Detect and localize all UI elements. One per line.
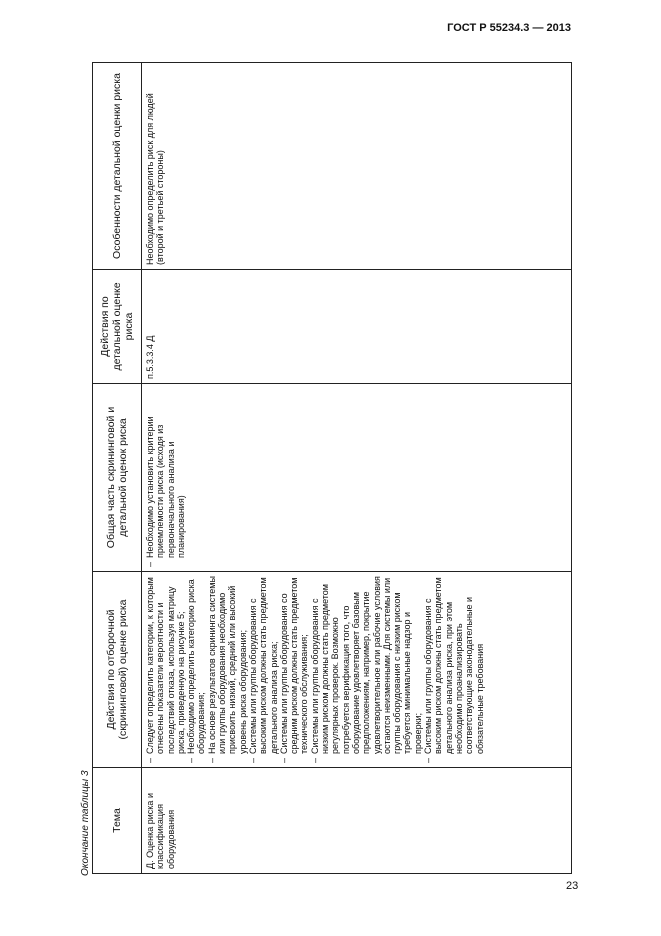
column-features xyxy=(93,63,571,269)
column-common xyxy=(93,383,571,571)
list-item: – Системы или группы оборудования с высоким риском должны стать предметом детального анализа риска, при этом необходимо проанализировать соответствующие законодательные и обязательные требования xyxy=(423,576,485,763)
cell-detailed xyxy=(142,270,158,383)
list-item: – Необходимо установить критерии приемлемости риска (исходя из первоначального анализа и планирования) xyxy=(145,388,186,567)
document-code: ГОСТ Р 55234.3 — 2013 xyxy=(447,22,571,34)
column-detailed xyxy=(93,269,571,383)
topic-text: Д. Оценка риска и классификация оборудования xyxy=(145,793,176,869)
table xyxy=(92,62,572,874)
list-item: – Системы или группы оборудования с низким риском должны стать предметом регулярных проверок. Возможно потребуется верификация того, что оборудование удовлетворяет базовым предположениям, например, покрытие удовлетворительное или рабочие условия остаются неизменными. Для системы или группы оборудования с низким риском требуется минимальные надзор и проверки; xyxy=(310,576,423,763)
cell-features xyxy=(142,63,169,269)
list-item: – На основе результатов скрининга системы или группы оборудования необходимо присвоить низкий, средний или высокий уровень риска оборудования; xyxy=(207,576,248,763)
column-topic xyxy=(93,767,571,873)
table-caption: Окончание таблицы 3 xyxy=(80,770,91,876)
page-number: 23 xyxy=(566,880,579,892)
list-item: – Необходимо определить категорию риска оборудования; xyxy=(186,576,207,763)
header-topic: Тема xyxy=(93,768,142,873)
header-features: Особенности детальной оценки риска xyxy=(93,63,142,269)
rotated-table-area xyxy=(80,60,574,876)
detailed-text: п.5.3.3.4 Д xyxy=(145,335,155,379)
list-item: – Системы или группы оборудования с высоким риском должны стать предметом детального анализа риска; xyxy=(248,576,279,763)
cell-screening xyxy=(142,572,488,767)
header-detailed: Действия по детальной оценке риска xyxy=(93,270,142,383)
column-screening xyxy=(93,571,571,767)
screening-list xyxy=(145,576,485,763)
list-item: – Следует определить категории, к которым отнесены показатели вероятности и последствий отказа, используя матрицу риска, приведенную на рисунке 5; xyxy=(145,576,186,763)
features-text: Необходимо определить риск для людей (второй и третьей стороны) xyxy=(145,93,166,265)
cell-topic xyxy=(142,768,179,873)
list-item: – Системы или группы оборудования со средним риском должны стать предметом технического обслуживания; xyxy=(279,576,310,763)
common-list xyxy=(145,388,186,567)
header-common: Общая часть скрининговой и детальной оценок риска xyxy=(93,384,142,571)
header-screening: Действия по отборочной (скрининговой) оценке риска xyxy=(93,572,142,767)
cell-common xyxy=(142,384,189,571)
